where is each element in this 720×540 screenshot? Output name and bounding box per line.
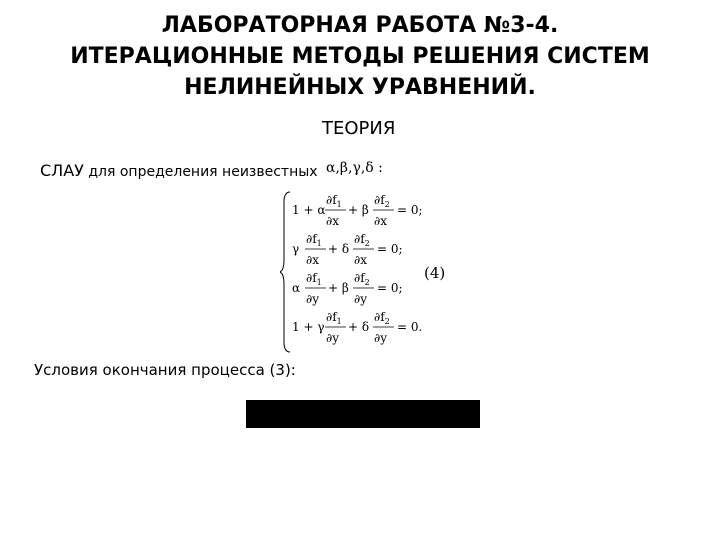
eq-row-mid: + β xyxy=(328,281,349,295)
eq-row-mid: + β xyxy=(348,203,369,217)
eq-frac-1-num: $\partial f_1$ xyxy=(326,310,342,326)
unknowns-list: α,β,γ,δ : xyxy=(326,160,383,176)
equation-number: (4) xyxy=(424,264,446,282)
eq-frac-1-den: ∂x xyxy=(306,253,319,267)
slide-title xyxy=(0,10,720,103)
slau-label xyxy=(40,161,318,180)
system-brace xyxy=(280,192,290,352)
eq-frac-2-num: $\partial f_2$ xyxy=(354,271,370,287)
eq-row-lead: 1 + α xyxy=(292,203,326,217)
eq-frac-2-den: ∂y xyxy=(354,292,367,306)
eq-row-lead: α xyxy=(292,281,301,295)
title-line-2: ИТЕРАЦИОННЫЕ МЕТОДЫ РЕШЕНИЯ СИСТЕМ xyxy=(70,44,650,69)
eq-frac-2-num: $\partial f_2$ xyxy=(374,310,390,326)
section-heading: ТЕОРИЯ xyxy=(322,118,396,139)
eq-frac-2-num: $\partial f_2$ xyxy=(374,193,390,209)
eq-frac-1-den: ∂x xyxy=(326,214,339,228)
eq-row-mid: + δ xyxy=(348,320,370,334)
eq-frac-1-den: ∂y xyxy=(326,331,339,345)
slau-text: для определения неизвестных xyxy=(83,164,318,180)
equation-system xyxy=(280,188,430,358)
eq-frac-2-den: ∂x xyxy=(374,214,387,228)
eq-row-tail: = 0; xyxy=(377,242,403,256)
eq-frac-1-num: $\partial f_1$ xyxy=(306,271,322,287)
slau-prefix: СЛАУ xyxy=(40,161,84,180)
eq-row-lead: γ xyxy=(292,242,300,256)
conditions-label: Условия окончания процесса (3): xyxy=(34,361,296,379)
title-line-3: НЕЛИНЕЙНЫХ УРАВНЕНИЙ. xyxy=(184,75,536,100)
eq-row-tail: = 0; xyxy=(397,203,423,217)
redacted-formula-block xyxy=(246,400,480,428)
eq-frac-2-den: ∂y xyxy=(374,331,387,345)
eq-row-lead: 1 + γ xyxy=(292,320,325,334)
eq-row-mid: + δ xyxy=(328,242,350,256)
eq-frac-1-num: $\partial f_1$ xyxy=(326,193,342,209)
eq-frac-2-num: $\partial f_2$ xyxy=(354,232,370,248)
eq-row-tail: = 0. xyxy=(397,320,423,334)
eq-frac-1-num: $\partial f_1$ xyxy=(306,232,322,248)
eq-row-tail: = 0; xyxy=(377,281,403,295)
eq-frac-1-den: ∂y xyxy=(306,292,319,306)
title-line-1: ЛАБОРАТОРНАЯ РАБОТА №3-4. xyxy=(161,13,559,38)
eq-frac-2-den: ∂x xyxy=(354,253,367,267)
